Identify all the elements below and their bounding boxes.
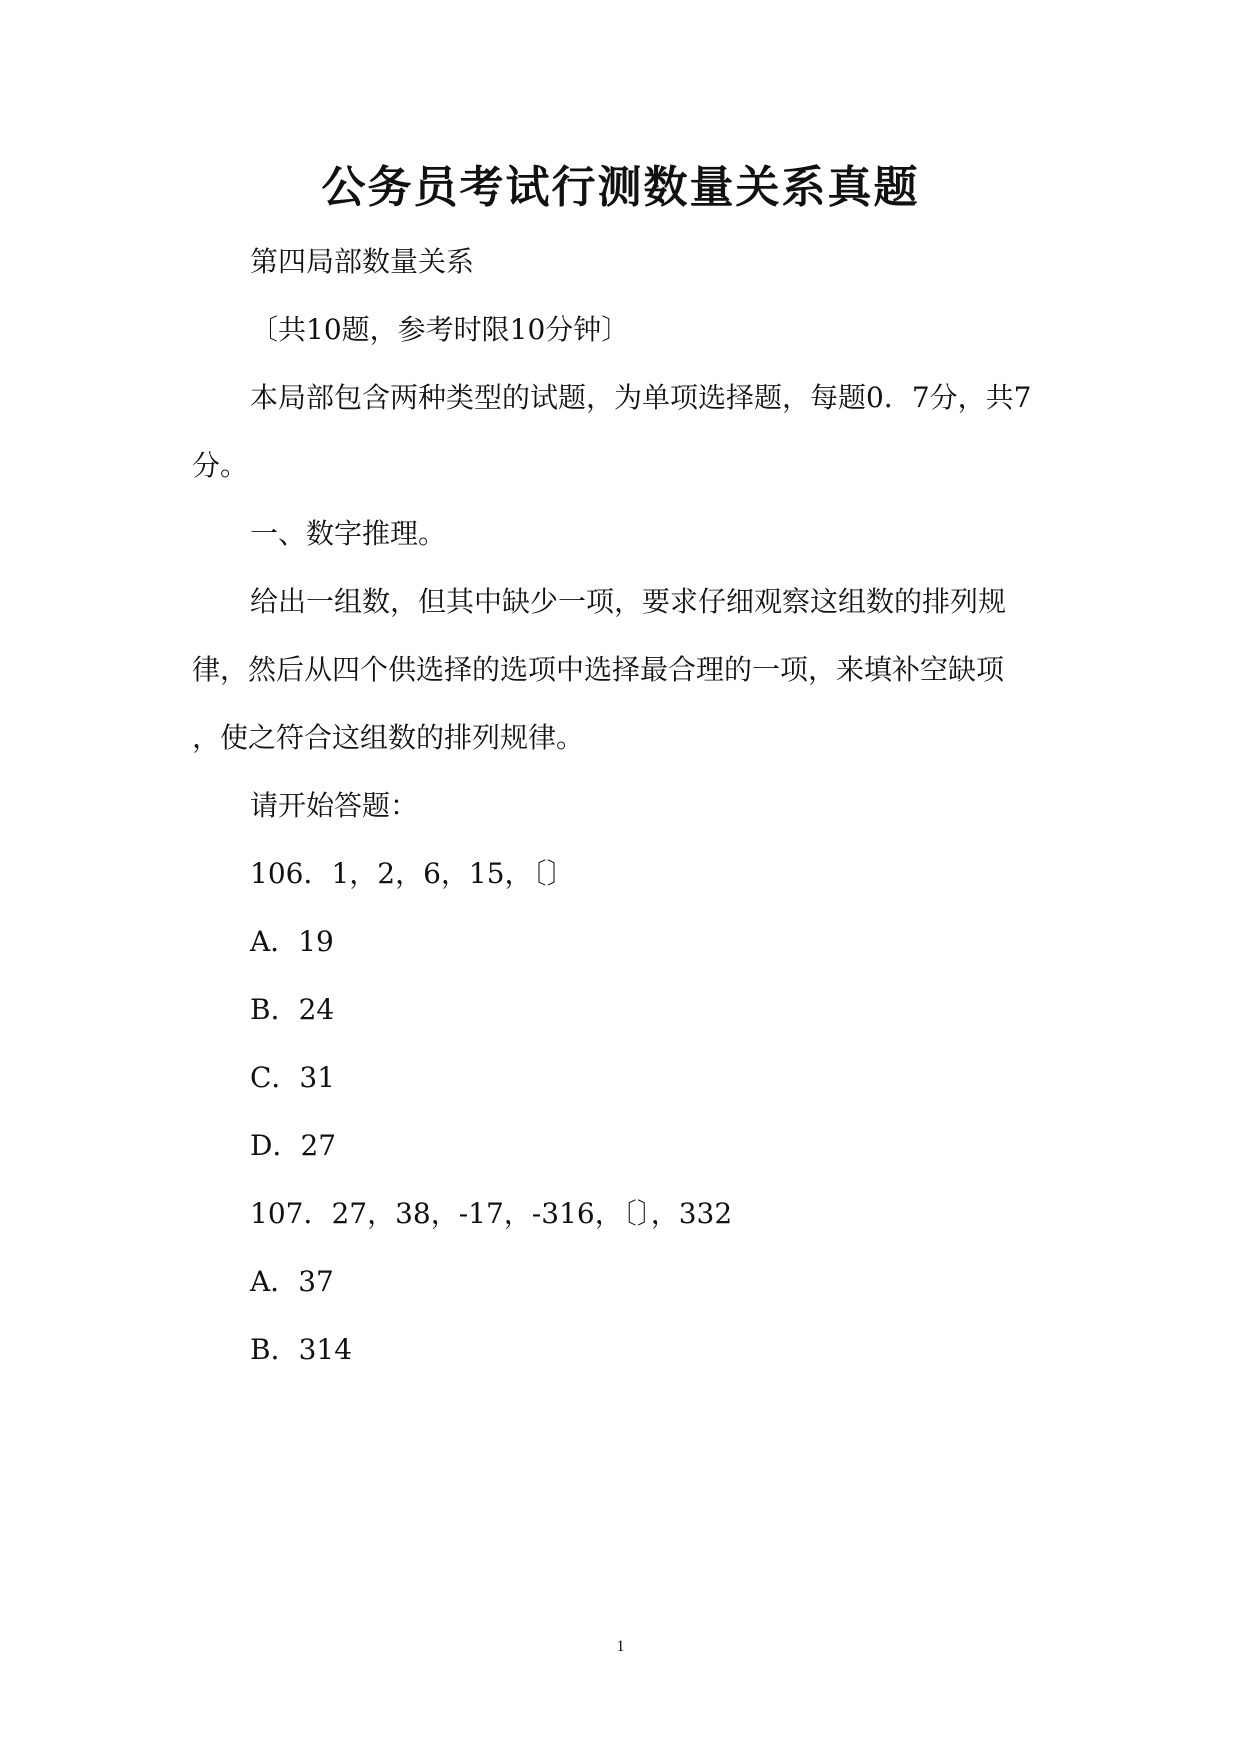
intro-line-1: 本局部包含两种类型的试题，为单项选择题，每题0．7分，共7: [250, 381, 1032, 414]
document-title: 公务员考试行测数量关系真题: [321, 162, 920, 213]
answer-option: B．314: [250, 1333, 353, 1366]
question-stem: 106．1，2，6，15，〔〕: [250, 857, 575, 890]
instructions-line-1: 给出一组数，但其中缺少一项，要求仔细观察这组数的排列规: [250, 585, 1007, 618]
intro-line-2: 分。: [192, 449, 249, 482]
part-heading: 一、数字推理。: [250, 517, 447, 550]
start-prompt: 请开始答题：: [250, 789, 419, 822]
answer-option: C．31: [250, 1061, 336, 1094]
answer-option: A．37: [250, 1265, 334, 1298]
page-number: 1: [616, 1638, 625, 1655]
answer-option: A．19: [250, 925, 334, 958]
section-heading: 第四局部数量关系: [250, 245, 475, 278]
instructions-line-3: ，使之符合这组数的排列规律。: [192, 721, 585, 754]
answer-option: B．24: [250, 993, 335, 1026]
answer-option: D．27: [250, 1129, 337, 1162]
question-stem: 107．27，38，-17，-316，〔〕，332: [250, 1197, 733, 1230]
instructions-line-2: 律，然后从四个供选择的选项中选择最合理的一项，来填补空缺项: [192, 653, 1005, 686]
section-note: 〔共10题，参考时限10分钟〕: [250, 313, 630, 346]
